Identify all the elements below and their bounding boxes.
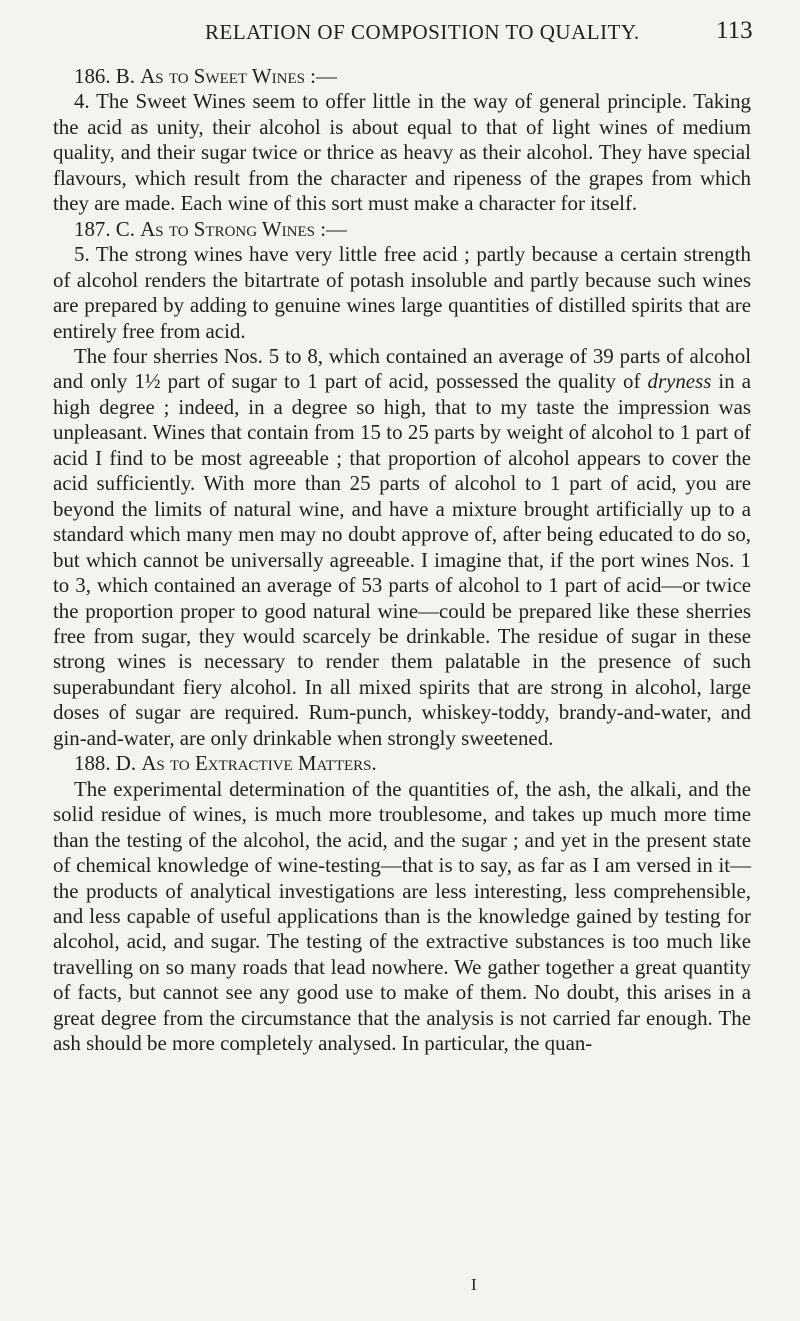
paragraph-number: 5. <box>74 242 90 267</box>
signature-mark: I <box>471 1275 477 1294</box>
paragraph-sweet-wines <box>53 89 751 216</box>
section-heading-sweet-wines <box>53 64 751 89</box>
paragraph-sherries <box>53 344 751 751</box>
section-letter: C. <box>115 216 135 241</box>
paragraph-text-part2: in a high degree ; indeed, in a degree so high, that to my taste the impression was unpleasant. Wines that contain from 15 to 25 parts by weight of alcohol to 1 part of acid I find to be most agreeable ; that proportion of alcohol appears to cover the acid sufficiently. With more than 25 parts of alcohol to 1 part of acid, you are beyond the limits of natural wine, and have a mixture brought artificially up to a standard which many men may no doubt approve of, after being educated to do so, but which cannot be universally agreeable. I imagine that, if the port wines Nos. 1 to 3, which contained an average of 53 parts of alcohol to 1 part of acid—or twice the proportion proper to good natural wine—could be prepared like these sherries free from sugar, they would scarcely be drinkable. The residue of sugar in these strong wines is necessary to render them palatable in the presence of such superabundant fiery alcohol. In all mixed spirits that are strong in alcohol, large doses of sugar are required. Rum-punch, whiskey-toddy, brandy-and-water, and gin-and-water, are only drinkable when strongly sweetened. <box>53 369 752 750</box>
page-number: 113 <box>716 17 753 44</box>
paragraph-extractive <box>53 777 751 1057</box>
paragraph-number: 4. <box>74 89 90 114</box>
paragraph-text-part1: The four sherries Nos. 5 to 8, which contained an average of 39 parts of alcohol and only 1½ part of sugar to 1 part of acid, possessed the quality of <box>53 343 751 394</box>
emphasis-dryness: dryness <box>647 369 712 394</box>
running-title: RELATION OF COMPOSITION TO QUALITY. <box>205 20 640 44</box>
body-text <box>53 64 751 1057</box>
section-title: As to Strong Wines :— <box>140 216 347 241</box>
section-number: 187. <box>74 216 111 241</box>
paragraph-strong-wines <box>53 242 751 344</box>
section-heading-strong-wines <box>53 217 751 242</box>
section-title: As to Sweet Wines :— <box>140 64 337 88</box>
section-title: As to Extractive Matters. <box>141 751 377 776</box>
section-number: 188. <box>74 751 111 776</box>
section-number: 186. <box>74 64 111 88</box>
paragraph-text: The strong wines have very little free acid ; partly because a certain strength of alcohol renders the bitartrate of potash insoluble and partly because such wines are prepared by adding to genuine wines large quantities of distilled spirits that are entirely free from acid. <box>53 242 751 343</box>
running-header <box>0 17 800 50</box>
paragraph-text: The Sweet Wines seem to offer little in the way of general principle. Taking the acid as unity, their alcohol is about equal to that of light wines of medium quality, and their sugar twice or thrice as heavy as their alcohol. They have special flavours, which result from the character and ripeness of the grapes from which they are made. Each wine of this sort must make a character for itself. <box>53 89 751 216</box>
section-heading-extractive <box>53 751 751 776</box>
paragraph-text: The experimental determination of the quantities of, the ash, the alkali, and the solid residue of wines, is much more troublesome, and takes up much more time than the testing of the alcohol, the acid, and the sugar ; and yet in the present state of chemical knowledge of wine-testing—that is to say, as far as I am versed in it—the products of analytical investigations are less interesting, less comprehensible, and less capable of useful applications than is the knowledge gained by testing for alcohol, acid, and sugar. The testing of the extractive substances is too much like travelling on so many roads that lead nowhere. We gather together a great quantity of facts, but cannot see any good use to make of them. No doubt, this arises in a great degree from the circumstance that the analysis is not carried far enough. The ash should be more completely analysed. In particular, the quan- <box>53 776 751 1056</box>
section-letter: B. <box>115 64 135 88</box>
section-letter: D. <box>115 751 137 776</box>
